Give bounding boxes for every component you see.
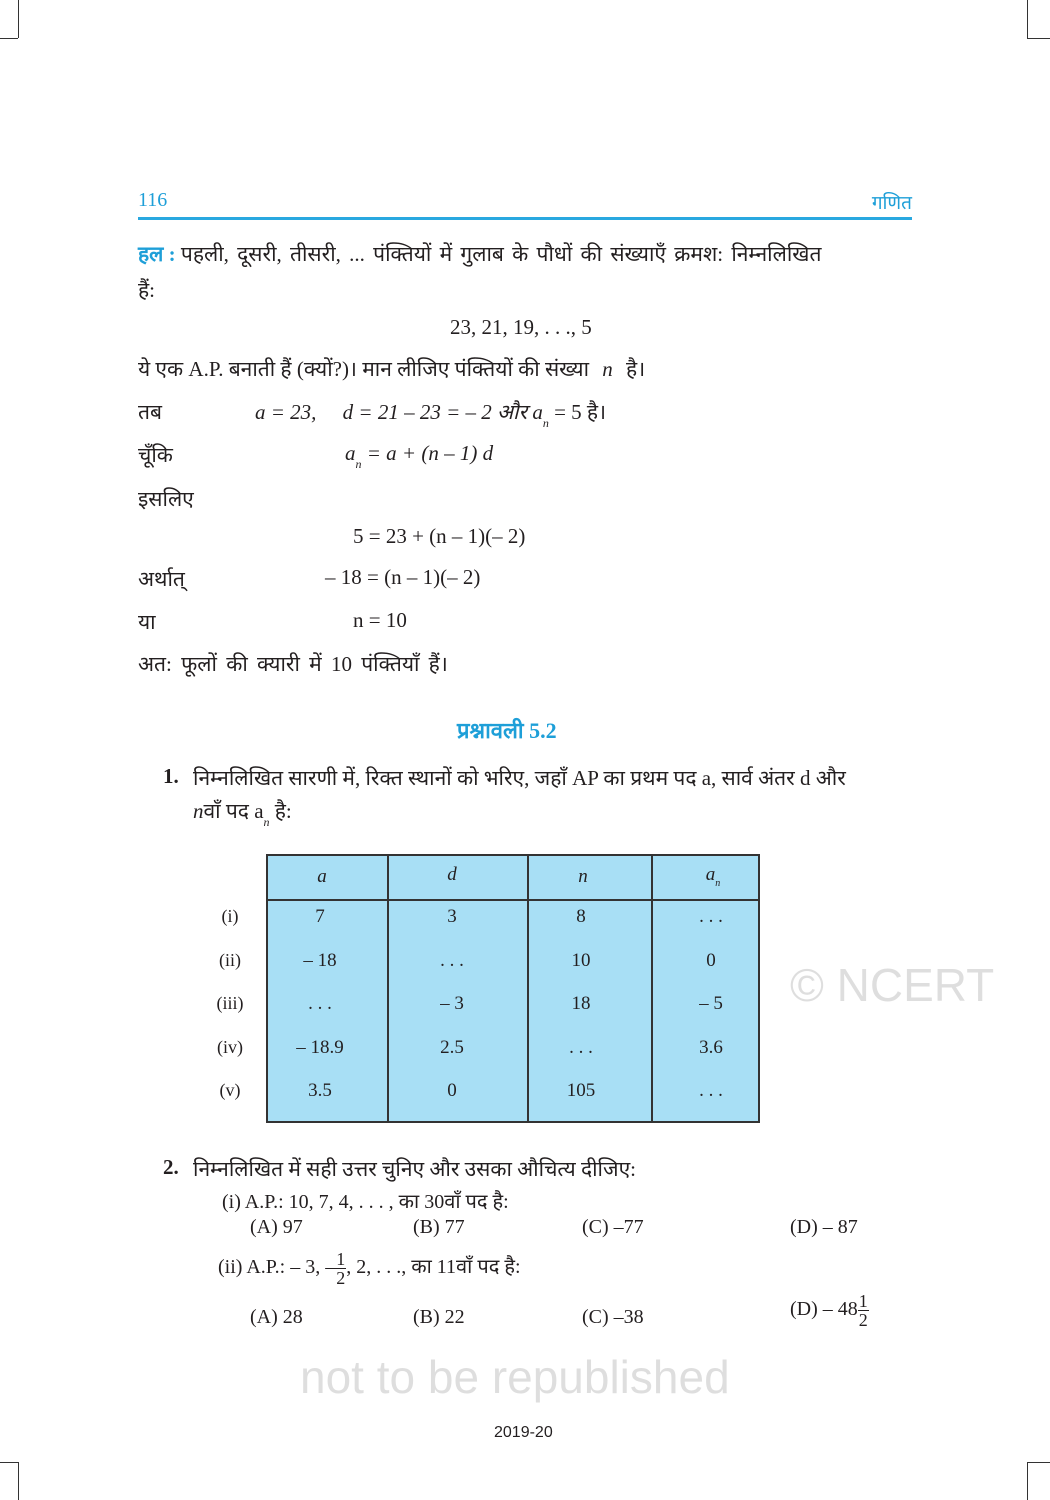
table-cell: 105 bbox=[566, 1080, 596, 1101]
exercise-title: प्रश्नावली 5.2 bbox=[457, 718, 557, 743]
option: (A) 28 bbox=[250, 1306, 303, 1328]
crop-mark bbox=[0, 1462, 18, 1463]
table-cell: 2.5 bbox=[440, 1036, 464, 1058]
crop-mark bbox=[1027, 0, 1028, 38]
table-cell: 8 bbox=[576, 906, 586, 927]
since-label: चूँकि bbox=[138, 443, 173, 467]
subscript: n bbox=[263, 815, 270, 829]
table-cell: . . . bbox=[308, 993, 332, 1014]
subscript: n bbox=[355, 457, 362, 471]
table-cell: 3.5 bbox=[308, 1080, 332, 1101]
table-cell: – 18.9 bbox=[296, 1036, 344, 1058]
numerator: 1 bbox=[858, 1291, 868, 1311]
watermark-line: not to be republished bbox=[300, 1351, 730, 1403]
text: है। bbox=[626, 357, 646, 381]
text: (ii) A.P.: – 3, – bbox=[218, 1256, 336, 1279]
option: (C) –38 bbox=[582, 1306, 644, 1328]
watermark-line: © NCERT bbox=[790, 959, 995, 1011]
page-number: 116 bbox=[138, 189, 168, 211]
option bbox=[790, 1292, 869, 1329]
table-cell: – 18 bbox=[303, 949, 337, 971]
table-cell: – 5 bbox=[699, 993, 723, 1014]
text: a bbox=[345, 441, 356, 465]
row-label: (iv) bbox=[217, 1036, 243, 1057]
solution-line bbox=[138, 355, 645, 383]
question-text: निम्नलिखित सारणी में, रिक्त स्थानों को भरिए, जहाँ AP का प्रथम पद a, सार्व अंतर d और bbox=[193, 766, 846, 790]
option: (B) 22 bbox=[413, 1306, 465, 1328]
equation: n = 10 bbox=[353, 608, 407, 632]
table-cell: . . . bbox=[569, 1036, 593, 1058]
denominator: 2 bbox=[858, 1310, 868, 1330]
equation: 5 = 23 + (n – 1)(– 2) bbox=[353, 524, 526, 548]
ie-label: अर्थात् bbox=[138, 567, 185, 591]
watermark bbox=[790, 960, 994, 1010]
question-number: 1. bbox=[163, 764, 179, 788]
table-cell: 0 bbox=[706, 949, 716, 971]
question-text bbox=[193, 797, 292, 829]
crop-mark bbox=[18, 0, 19, 38]
text: (D) – 48 bbox=[790, 1298, 858, 1321]
header-rule bbox=[138, 217, 912, 220]
numerator: 1 bbox=[336, 1249, 346, 1269]
fraction bbox=[335, 1250, 346, 1287]
text: , 2, . . ., का 11वाँ पद है: bbox=[346, 1256, 521, 1279]
column-header: a bbox=[317, 866, 327, 887]
table-cell: 3.6 bbox=[699, 1036, 723, 1058]
solution-label: हल : bbox=[138, 242, 176, 266]
column-header bbox=[653, 864, 773, 889]
crop-mark bbox=[1027, 38, 1050, 39]
var-n: n bbox=[602, 357, 613, 381]
watermark bbox=[300, 1352, 730, 1402]
subject-title: गणित bbox=[871, 193, 912, 214]
footer-year: 2019-20 bbox=[494, 1424, 553, 1441]
option: (D) – 87 bbox=[790, 1216, 858, 1238]
table-cell: 10 bbox=[571, 949, 591, 971]
crop-mark bbox=[1027, 1462, 1028, 1500]
denominator: 2 bbox=[336, 1268, 346, 1288]
text: वाँ पद a bbox=[203, 799, 264, 823]
row-label: (iii) bbox=[216, 993, 244, 1013]
solution-text: हैं: bbox=[138, 278, 155, 302]
table-cell: 3 bbox=[447, 906, 457, 927]
or-label: या bbox=[138, 610, 156, 634]
fraction bbox=[858, 1292, 869, 1329]
option: (A) 97 bbox=[250, 1216, 303, 1238]
crop-mark bbox=[18, 1462, 19, 1500]
table-cell: – 3 bbox=[440, 993, 464, 1014]
text: = 5 है। bbox=[554, 400, 607, 424]
text: है: bbox=[274, 799, 292, 823]
row-label: (i) bbox=[221, 906, 239, 926]
since-expr bbox=[345, 441, 494, 471]
solution-intro bbox=[138, 240, 821, 268]
subquestion: (i) A.P.: 10, 7, 4, . . . , का 30वाँ पद है: bbox=[222, 1191, 509, 1213]
text: a = 23, d = 21 – 23 = – 2 और a bbox=[255, 400, 543, 424]
subscript: n bbox=[715, 878, 721, 889]
column-divider bbox=[387, 856, 389, 1121]
header-divider bbox=[268, 899, 758, 901]
option: (B) 77 bbox=[413, 1216, 465, 1238]
question-number: 2. bbox=[163, 1155, 179, 1179]
table-cell: 7 bbox=[315, 906, 325, 927]
conclusion: अत: फूलों की क्यारी में 10 पंक्तियाँ हैं। bbox=[138, 652, 448, 676]
question-text: निम्नलिखित में सही उत्तर चुनिए और उसका औचित्य दीजिए: bbox=[193, 1157, 637, 1181]
table-cell: . . . bbox=[699, 1080, 723, 1101]
text: a bbox=[705, 864, 716, 885]
then-expr bbox=[255, 398, 607, 430]
row-label: (v) bbox=[219, 1080, 241, 1100]
equation: – 18 = (n – 1)(– 2) bbox=[325, 565, 481, 589]
crop-mark bbox=[1027, 1462, 1050, 1463]
table-cell: 0 bbox=[447, 1080, 457, 1101]
column-header: d bbox=[447, 864, 457, 885]
solution-text: पहली, दूसरी, तीसरी, ... पंक्तियों में गुलाब के पौधों की संख्याएँ क्रमश: निम्नलिखित bbox=[180, 242, 822, 266]
var-n: n bbox=[193, 799, 204, 823]
row-label: (ii) bbox=[219, 949, 241, 970]
subquestion bbox=[218, 1250, 521, 1287]
option: (C) –77 bbox=[582, 1216, 644, 1238]
then-label: तब bbox=[138, 400, 162, 424]
table-cell: . . . bbox=[699, 906, 723, 927]
sequence: 23, 21, 19, . . ., 5 bbox=[450, 315, 592, 339]
text: = a + (n – 1) d bbox=[366, 441, 494, 465]
table-cell: 18 bbox=[571, 993, 591, 1014]
subscript: n bbox=[542, 416, 549, 430]
table-cell: . . . bbox=[440, 949, 464, 971]
text: ये एक A.P. बनाती हैं (क्यों?)। मान लीजिए पंक्तियों की संख्या bbox=[138, 357, 590, 381]
column-header: n bbox=[578, 866, 588, 887]
therefore-label: इसलिए bbox=[138, 487, 194, 511]
crop-mark bbox=[0, 38, 18, 39]
